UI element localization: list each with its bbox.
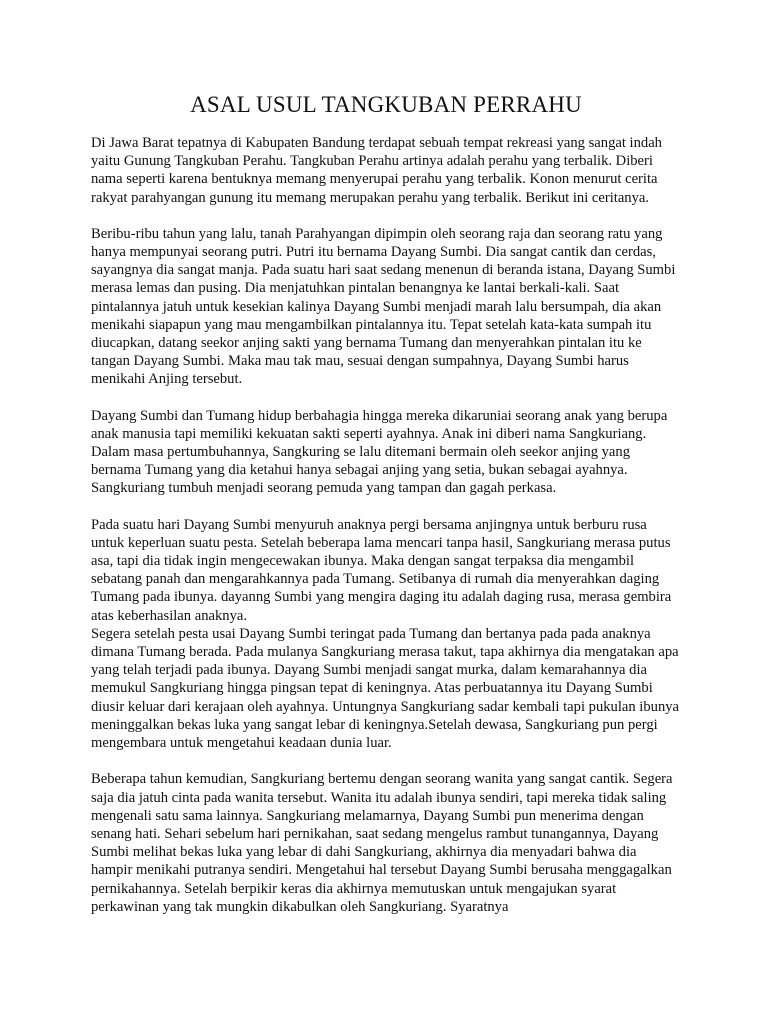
document-title: ASAL USUL TANGKUBAN PERRAHU (190, 92, 582, 117)
paragraph-hunting: Pada suatu hari Dayang Sumbi menyuruh anaknya pergi bersama anjingnya untuk berburu rusa untuk keperluan suatu pesta. Setelah beberapa lama mencari tanpa hasil, Sangkuriang merasa putus asa, tapi dia tidak ingin mengecewakan ibunya. Maka dengan sangat terpaksa dia mengambil sebatang panah dan mengarahkannya pada Tumang. Setibanya di rumah dia menyerahkan daging Tumang pada ibunya. dayanng Sumbi yang mengira daging itu adalah daging rusa, merasa gembira atas keberhasilan anaknya. (91, 516, 672, 624)
document-page (91, 90, 681, 934)
paragraph-reunion: Beberapa tahun kemudian, Sangkuriang bertemu dengan seorang wanita yang sangat cantik. Segera saja dia jatuh cinta pada wanita tersebut. Wanita itu adalah ibunya sendiri, tapi mereka tidak saling mengenali satu sama lainnya. Sangkuriang melamarnya, Dayang Sumbi pun menerima dengan senang hati. Sehari sebelum hari pernikahan, saat sedang mengelus rambut tunangannya, Dayang Sumbi melihat bekas luka yang lebar di dahi Sangkuriang, akhirnya dia menyadari bahwa dia hampir menikahi putranya sendiri. Mengetahui hal tersebut Dayang Sumbi berusaha menggagalkan pernikahannya. Setelah berpikir keras dia akhirnya memutuskan untuk mengajukan syarat perkawinan yang tak mungkin dikabulkan oleh Sangkuriang. Syaratnya (91, 771, 673, 915)
paragraph-exile: Segera setelah pesta usai Dayang Sumbi teringat pada Tumang dan bertanya pada pada anaknya dimana Tumang berada. Pada mulanya Sangkuriang merasa takut, tapa akhirnya dia mengatakan apa yang telah terjadi pada ibunya. Dayang Sumbi menjadi sangat murka, dalam kemarahannya dia memukul Sangkuriang hingga pingsan tepat di keningnya. Atas perbuatannya itu Dayang Sumbi diusir keluar dari kerajaan oleh ayahnya. Untungnya Sangkuriang sadar kembali tapi pukulan ibunya meninggalkan bekas luka yang sangat lebar di keningnya.Setelah dewasa, Sangkuriang pun pergi mengembara untuk mengetahui keadaan dunia luar. (91, 625, 680, 752)
paragraph-sangkuriang-birth: Dayang Sumbi dan Tumang hidup berbahagia hingga mereka dikaruniai seorang anak yang berupa anak manusia tapi memiliki kekuatan sakti seperti ayahnya. Anak ini diberi nama Sangkuriang. Dalam masa pertumbuhannya, Sangkuring se lalu ditemani bermain oleh seekor anjing yang bernama Tumang yang dia ketahui hanya sebagai anjing yang setia, bukan sebagai ayahnya. Sangkuriang tumbuh menjadi seorang pemuda yang tampan dan gagah perkasa. (91, 407, 668, 497)
paragraph-dayang-sumbi-oath: Beribu-ribu tahun yang lalu, tanah Parahyangan dipimpin oleh seorang raja dan seorang ratu yang hanya mempunyai seorang putri. Putri itu bernama Dayang Sumbi. Dia sangat cantik dan cerdas, sayangnya dia sangat manja. Pada suatu hari saat sedang menenun di beranda istana, Dayang Sumbi merasa lemas dan pusing. Dia menjatuhkan pintalan benangnya ke lantai berkali-kali. Saat pintalannya jatuh untuk kesekian kalinya Dayang Sumbi menjadi marah lalu bersumpah, dia akan menikahi siapapun yang mau mengambilkan pintalannya itu. Tepat setelah kata-kata sumpah itu diucapkan, datang seekor anjing sakti yang bernama Tumang dan menyerahkan pintalan itu ke tangan Dayang Sumbi. Maka mau tak mau, sesuai dengan sumpahnya, Dayang Sumbi harus menikahi Anjing tersebut. (91, 225, 676, 388)
paragraph-intro: Di Jawa Barat tepatnya di Kabupaten Bandung terdapat sebuah tempat rekreasi yang sangat indah yaitu Gunung Tangkuban Perahu. Tangkuban Perahu artinya adalah perahu yang terbalik. Diberi nama seperti karena bentuknya memang menyerupai perahu yang terbalik. Konon menurut cerita rakyat parahyangan gunung itu memang merupakan perahu yang terbalik. Berikut ini ceritanya. (91, 135, 662, 206)
